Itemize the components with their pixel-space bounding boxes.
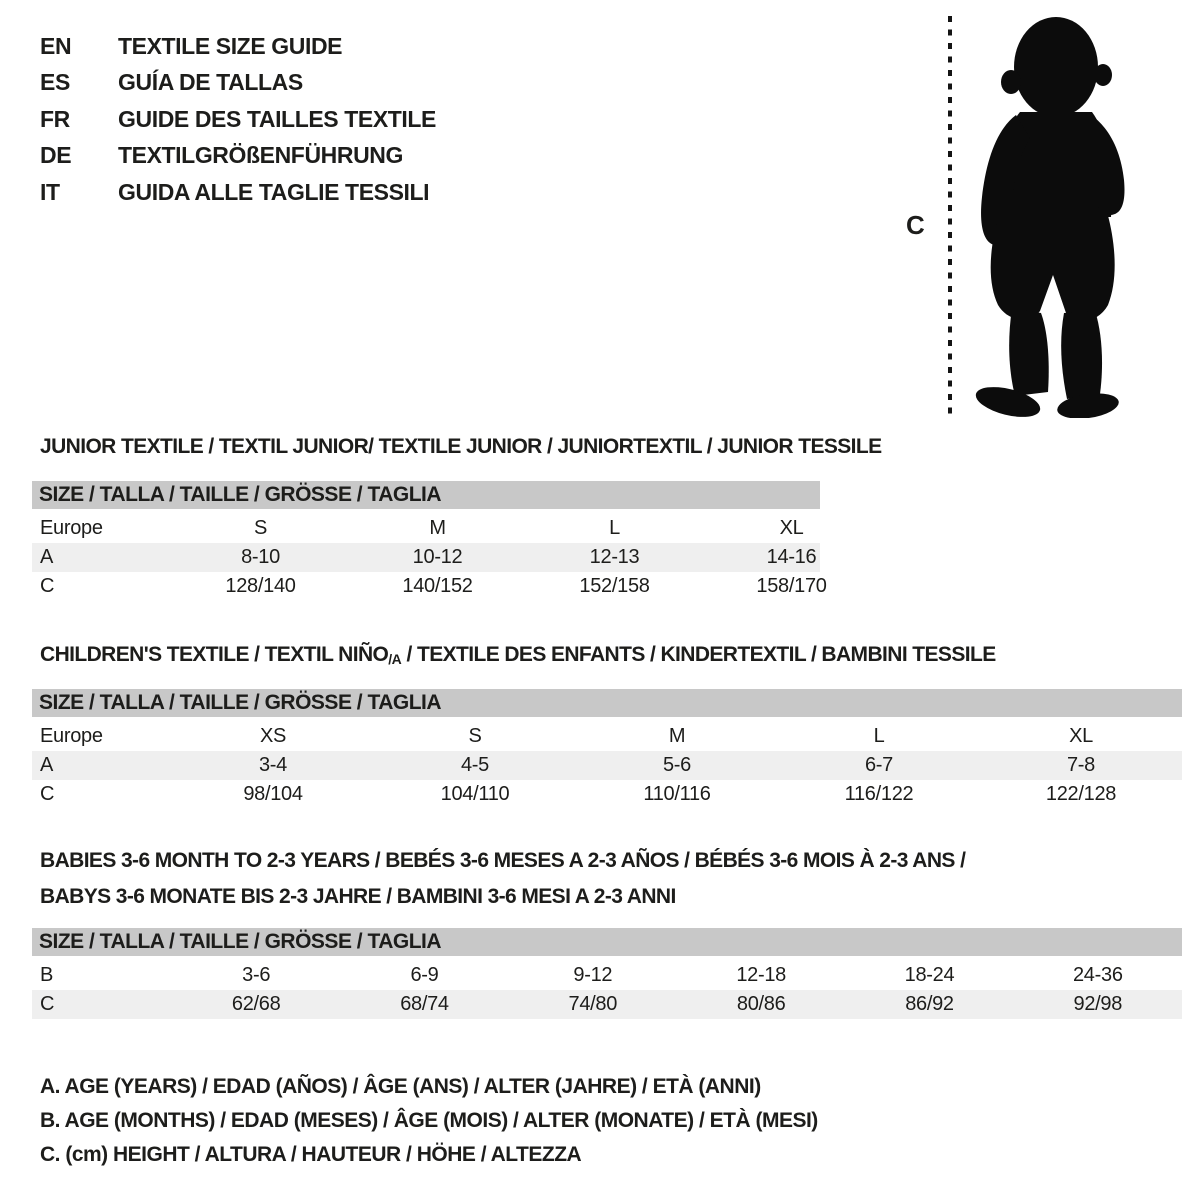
lang-title: GUÍA DE TALLAS <box>118 69 303 96</box>
children-header-row <box>32 722 1182 751</box>
cell: 128/140 <box>225 575 296 597</box>
language-title-list <box>40 28 436 211</box>
cell: 158/170 <box>756 575 827 597</box>
legend-age-months: B. AGE (MONTHS) / EDAD (MESES) / ÂGE (MOIS) / ALTER (MONATE) / ETÀ (MESI) <box>40 1109 818 1132</box>
cell: 122/128 <box>1045 783 1117 805</box>
legend-age-years: A. AGE (YEARS) / EDAD (AÑOS) / ÂGE (ANS) / ALTER (JAHRE) / ETÀ (ANNI) <box>40 1075 761 1098</box>
cell: 110/116 <box>643 783 711 805</box>
column-header-xl: XL <box>779 517 804 539</box>
babies-row-height <box>32 990 1182 1019</box>
row-label: C <box>40 783 55 805</box>
babies-size-table <box>32 928 1182 1019</box>
babies-row-age-months <box>32 961 1182 990</box>
lang-row-en <box>40 28 436 65</box>
children-title-main: CHILDREN'S TEXTILE / TEXTIL NIÑO <box>40 643 389 666</box>
cell: 8-10 <box>241 546 280 568</box>
column-header-m: M <box>668 725 686 747</box>
lang-row-it <box>40 174 436 211</box>
toddler-silhouette-icon <box>956 12 1146 418</box>
children-title-rest: / TEXTILE DES ENFANTS / KINDERTEXTIL / BAMBINI TESSILE <box>401 643 996 666</box>
cell: 86/92 <box>905 993 954 1015</box>
lang-row-de <box>40 138 436 175</box>
cell: 14-16 <box>766 546 817 568</box>
cell: 80/86 <box>736 993 786 1015</box>
column-header-m: M <box>429 517 446 539</box>
lang-code: EN <box>40 32 72 59</box>
cell: 98/104 <box>243 783 303 805</box>
row-label: C <box>40 993 55 1015</box>
size-header-bar: SIZE / TALLA / TAILLE / GRÖSSE / TAGLIA <box>32 928 1182 956</box>
junior-row-height <box>32 572 827 601</box>
cell: 68/74 <box>400 993 449 1015</box>
cell: 12-13 <box>589 546 640 568</box>
column-header-xl: XL <box>1069 725 1093 747</box>
lang-code: ES <box>40 69 70 96</box>
column-header-l: L <box>609 517 620 539</box>
cell: 116/122 <box>844 783 914 805</box>
cell: 92/98 <box>1073 993 1123 1015</box>
cell: 5-6 <box>662 754 691 776</box>
size-header-bar: SIZE / TALLA / TAILLE / GRÖSSE / TAGLIA <box>32 689 1182 717</box>
junior-section-title: JUNIOR TEXTILE / TEXTIL JUNIOR/ TEXTILE JUNIOR / JUNIORTEXTIL / JUNIOR TESSILE <box>40 435 882 458</box>
junior-size-table <box>32 481 827 601</box>
cell: 4-5 <box>460 754 489 776</box>
column-header-s: S <box>253 517 268 539</box>
lang-title: GUIDE DES TAILLES TEXTILE <box>118 105 436 132</box>
cell: 6-7 <box>864 754 893 776</box>
cell: 62/68 <box>231 993 281 1015</box>
lang-code: FR <box>40 105 70 132</box>
lang-title: GUIDA ALLE TAGLIE TESSILI <box>118 178 430 205</box>
junior-header-row <box>32 514 820 543</box>
column-header-xs: XS <box>259 725 287 747</box>
cell: 12-18 <box>736 964 786 986</box>
cell: 6-9 <box>410 964 439 986</box>
babies-title-line1: BABIES 3-6 MONTH TO 2-3 YEARS / BEBÉS 3-6 MESES A 2-3 AÑOS / BÉBÉS 3-6 MOIS À 2-3 ANS / <box>40 849 966 872</box>
lang-row-es <box>40 65 436 102</box>
cell: 7-8 <box>1066 754 1095 776</box>
column-header-europe: Europe <box>40 725 103 747</box>
column-header-europe: Europe <box>40 517 103 539</box>
junior-row-age <box>32 543 820 572</box>
cell: 9-12 <box>573 964 613 986</box>
children-size-table <box>32 689 1182 809</box>
children-section-title <box>40 643 996 667</box>
cell: 140/152 <box>402 575 473 597</box>
lang-code: IT <box>40 178 60 205</box>
row-label: A <box>40 546 54 568</box>
cell: 3-4 <box>258 754 287 776</box>
children-title-sub: /A <box>388 651 402 667</box>
column-header-l: L <box>873 725 885 747</box>
height-marker-label: C <box>906 210 925 240</box>
column-header-s: S <box>468 725 482 747</box>
row-label: A <box>40 754 54 776</box>
cell: 104/110 <box>440 783 510 805</box>
size-header-bar: SIZE / TALLA / TAILLE / GRÖSSE / TAGLIA <box>32 481 820 509</box>
children-row-height <box>32 780 1182 809</box>
row-label: C <box>40 575 55 597</box>
lang-title: TEXTILE SIZE GUIDE <box>118 32 343 59</box>
children-row-age <box>32 751 1182 780</box>
measurement-legend <box>40 1070 818 1172</box>
lang-code: DE <box>40 142 72 169</box>
lang-row-fr <box>40 101 436 138</box>
babies-section-title <box>40 843 965 915</box>
cell: 24-36 <box>1072 964 1123 986</box>
legend-height-cm: C. (cm) HEIGHT / ALTURA / HAUTEUR / HÖHE / ALTEZZA <box>40 1143 582 1166</box>
lang-title: TEXTILGRÖßENFÜHRUNG <box>118 142 403 169</box>
row-label: B <box>40 964 54 986</box>
babies-title-line2: BABYS 3-6 MONATE BIS 2-3 JAHRE / BAMBINI 3-6 MESI A 2-3 ANNI <box>40 885 676 908</box>
cell: 3-6 <box>242 964 271 986</box>
height-dashed-line <box>948 16 952 416</box>
cell: 18-24 <box>904 964 955 986</box>
cell: 10-12 <box>412 546 463 568</box>
cell: 74/80 <box>568 993 618 1015</box>
cell: 152/158 <box>579 575 650 597</box>
